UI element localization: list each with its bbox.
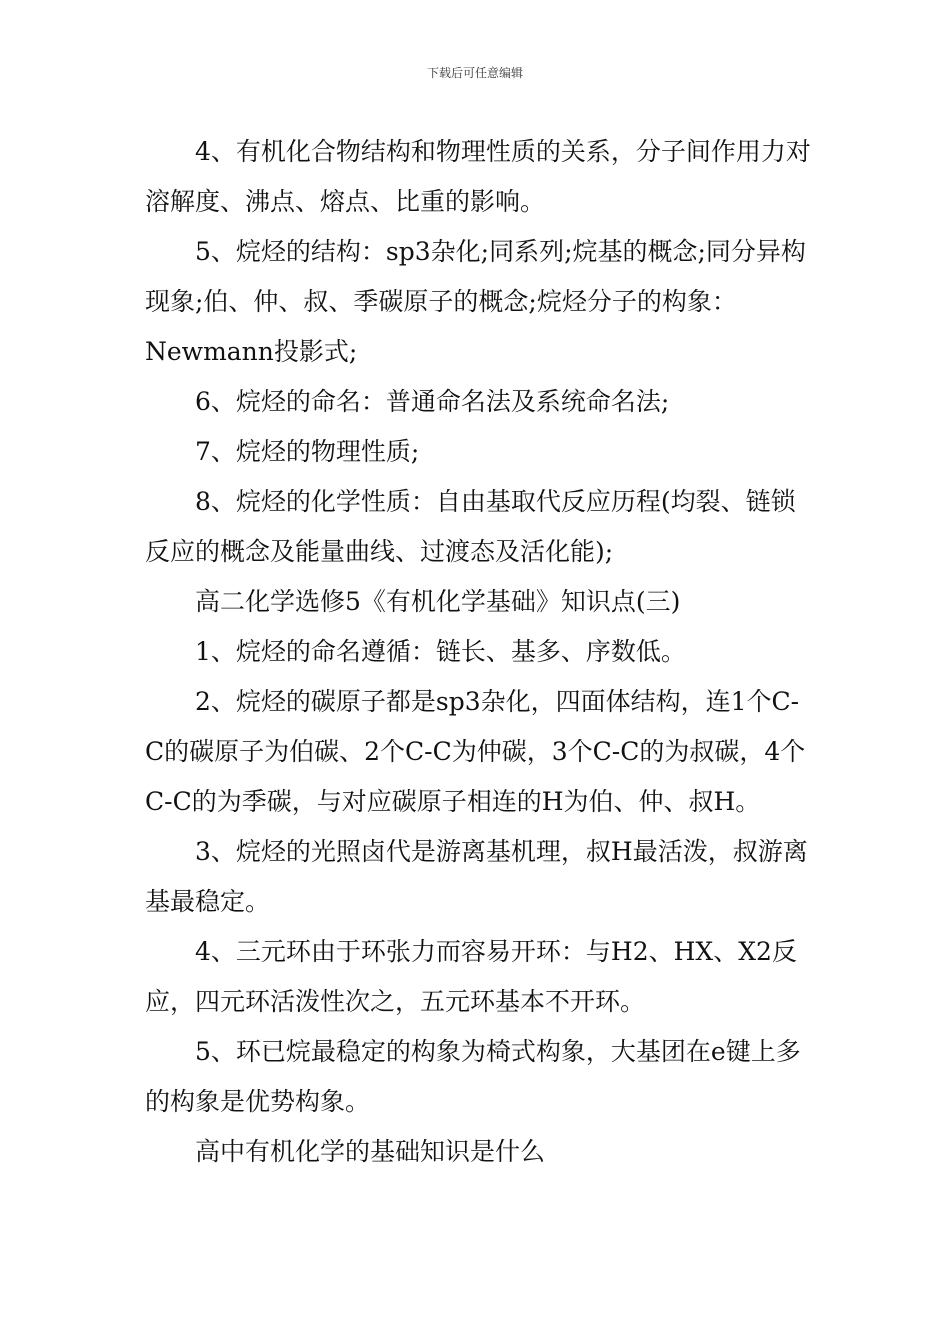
section-heading-knowledge-points-3: 高二化学选修5《有机化学基础》知识点(三)	[195, 587, 681, 616]
paragraph-item-1-naming-rules: 1、烷烃的命名遵循：链长、基多、序数低。	[195, 637, 686, 666]
paragraph-item-7-physical-properties: 7、烷烃的物理性质;	[195, 437, 420, 466]
paragraph-item-4-ring-strain: 4、三元环由于环张力而容易开环：与H2、HX、X2反应，四元环活泼性次之，五元环基本不开环。	[145, 937, 797, 1016]
paragraph-item-2-carbon-types: 2、烷烃的碳原子都是sp3杂化，四面体结构，连1个C-C的碳原子为伯碳、2个C-C为仲碳，3个C-C的为叔碳，4个C-C的为季碳，与对应碳原子相连的H为伯、仲、叔H。	[145, 687, 806, 816]
document-body	[145, 127, 815, 1177]
paragraph-item-8-chemical-properties: 8、烷烃的化学性质：自由基取代反应历程(均裂、链锁反应的概念及能量曲线、过渡态及活化能);	[145, 487, 796, 566]
paragraph-item-6-alkane-naming: 6、烷烃的命名：普通命名法及系统命名法;	[195, 387, 670, 416]
paragraph-item-3-halogenation: 3、烷烃的光照卤代是游离基机理，叔H最活泼，叔游离基最稳定。	[145, 837, 808, 916]
paragraph-item-5-alkane-structure: 5、烷烃的结构：sp3杂化;同系列;烷基的概念;同分异构现象;伯、仲、叔、季碳原子的概念;烷烃分子的构象：Newmann投影式;	[145, 237, 806, 366]
section-heading-basics: 高中有机化学的基础知识是什么	[195, 1137, 546, 1166]
paragraph-item-5-conformation: 5、环已烷最稳定的构象为椅式构象，大基团在e键上多的构象是优势构象。	[145, 1037, 801, 1116]
paragraph-item-4-structure-properties: 4、有机化合物结构和物理性质的关系，分子间作用力对溶解度、沸点、熔点、比重的影响。	[145, 137, 811, 216]
page-header: 下载后可任意编辑	[426, 66, 523, 80]
